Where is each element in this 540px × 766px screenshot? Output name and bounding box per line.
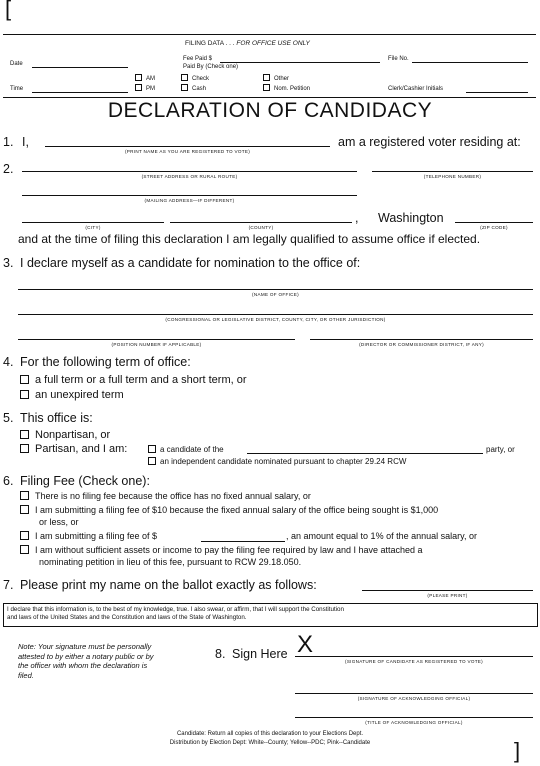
position-number-caption: (POSITION NUMBER IF APPLICABLE) [111,342,202,347]
party-suffix: party, or [486,445,515,454]
county-field[interactable] [170,222,352,223]
city-field[interactable] [22,222,164,223]
zip-code-caption: (ZIP CODE) [480,225,508,230]
pm-option[interactable]: PM [135,84,155,92]
am-option[interactable]: AM [135,74,155,82]
signature-note [18,642,154,680]
telephone-caption: (TELEPHONE NUMBER) [423,174,482,179]
full-term-checkbox[interactable] [20,375,29,384]
footer-return-instructions: Candidate: Return all copies of this declaration to your Elections Dept. [176,731,364,737]
petition-option[interactable]: I am without sufficient assets or income to pay the filing fee required by law and I have attached a [20,545,423,555]
telephone-field[interactable] [372,171,533,172]
pm-checkbox[interactable] [135,84,142,91]
petition-continued: nominating petition in lieu of this fee, pursuant to RCW 29.18.050. [39,557,302,567]
date-label: Date [10,61,23,67]
section-1-number: 1. [3,135,14,149]
zip-code-field[interactable] [455,222,533,223]
filing-heading: FILING DATA . . . FOR OFFICE USE ONLY [185,40,310,47]
full-term-option[interactable]: a full term or a full term and a short term, or [20,374,247,386]
independent-candidate-checkbox[interactable] [148,457,156,465]
county-caption: (COUNTY) [248,225,274,230]
section-1-lead: I, [22,135,29,149]
director-district-field[interactable] [310,339,533,340]
file-no-label: File No. [388,56,409,62]
section-7-text: Please print my name on the ballot exactly as follows: [20,578,317,592]
party-candidate-option[interactable]: a candidate of the [148,445,224,454]
ballot-name-field[interactable] [362,590,533,591]
unexpired-term-checkbox[interactable] [20,390,29,399]
section-1-tail: am a registered voter residing at: [338,135,521,149]
section-2-number: 2. [3,162,14,176]
official-signature-field[interactable] [295,693,533,694]
time-field[interactable] [32,92,128,93]
other-option[interactable]: Other [263,74,289,82]
file-no-field[interactable] [412,62,528,63]
note-line-4: filed. [18,670,34,680]
nom-petition-checkbox[interactable] [263,84,270,91]
clerk-field[interactable] [466,92,528,93]
cash-checkbox[interactable] [181,84,188,91]
official-title-caption: (TITLE OF ACKNOWLEDGING OFFICIAL) [365,720,463,725]
am-checkbox[interactable] [135,74,142,81]
ballot-name-caption: (PLEASE PRINT) [427,593,468,598]
sign-here-label: Sign Here [232,647,288,661]
note-line-1: Note: Your signature must be personally [18,642,152,651]
percent-fee-suffix: , an amount equal to 1% of the annual salary, or [286,531,477,541]
fee-amount-field[interactable] [201,541,285,542]
candidate-signature-caption: (SIGNATURE OF CANDIDATE AS REGISTERED TO VOTE) [344,659,483,664]
oath-box [3,603,538,627]
section-7-number: 7. [3,578,14,592]
check-checkbox[interactable] [181,74,188,81]
percent-fee-option[interactable]: I am submitting a filing fee of $ [20,531,157,541]
city-caption: (CITY) [85,225,101,230]
ten-dollar-fee-checkbox[interactable] [20,505,29,514]
position-number-field[interactable] [18,339,295,340]
nonpartisan-option[interactable]: Nonpartisan, or [20,429,110,441]
independent-candidate-option[interactable]: an independent candidate nominated pursuant to chapter 29.24 RCW [148,457,406,466]
nom-petition-option[interactable]: Nom. Petition [263,84,310,92]
qualified-statement: and at the time of filing this declaration I am legally qualified to assume office if elected. [18,232,481,246]
no-fee-option[interactable]: There is no filing fee because the office has no fixed annual salary, or [20,491,311,501]
district-caption: (CONGRESSIONAL OR LEGISLATIVE DISTRICT, COUNTY, CITY, OR OTHER JURISDICTION) [165,317,386,322]
section-3-text: I declare myself as a candidate for nomination to the office of: [20,256,361,270]
section-4-number: 4. [3,355,14,369]
comma-separator: , [355,211,359,225]
time-label: Time [10,86,24,92]
section-6-text: Filing Fee (Check one): [20,474,150,488]
party-name-field[interactable] [247,453,483,454]
ten-dollar-fee-option[interactable]: I am submitting a filing fee of $10 because the fixed annual salary of the office being sought is $1,000 [20,505,438,515]
section-6-number: 6. [3,474,14,488]
mailing-address-caption: (MAILING ADDRESS—IF DIFFERENT) [144,198,235,203]
percent-fee-checkbox[interactable] [20,531,29,540]
date-field[interactable] [32,67,128,68]
candidate-signature-field[interactable] [295,656,533,657]
paid-by-label: Paid By (Check one) [183,64,239,70]
state-label: Washington [378,211,444,225]
official-title-field[interactable] [295,717,533,718]
oath-line-1: I declare that this information is, to the best of my knowledge, true. I also swear, or affirm, that I will support the Constitution [7,606,344,613]
partisan-checkbox[interactable] [20,444,29,453]
party-candidate-checkbox[interactable] [148,445,156,453]
street-address-caption: (STREET ADDRESS OR RURAL ROUTE) [141,174,238,179]
district-field[interactable] [18,314,533,315]
director-district-caption: (DIRECTOR OR COMMISSIONER DISTRICT, IF ANY) [359,342,484,347]
check-option[interactable]: Check [181,74,209,82]
nonpartisan-checkbox[interactable] [20,430,29,439]
office-name-caption: (NAME OF OFFICE) [252,292,299,297]
footer-distribution: Distribution by Election Dept: White--County; Yellow--PDC; Pink--Candidate [169,740,371,746]
corner-bracket-bottom-right: ] [514,738,521,763]
section-8-number: 8. [215,647,226,661]
fee-paid-field[interactable] [220,62,380,63]
oath-line-2: and laws of the United States and the Constitution and laws of the State of Washington. [7,614,247,621]
fee-paid-label: Fee Paid $ [183,56,213,62]
office-name-field[interactable] [18,289,533,290]
clerk-label: Clerk/Cashier Initials [388,86,444,92]
street-address-field[interactable] [22,171,357,172]
signature-x-mark: X [297,631,314,658]
section-5-text: This office is: [20,411,93,425]
mailing-address-field[interactable] [22,195,357,196]
section-3-number: 3. [3,256,14,270]
unexpired-term-option[interactable]: an unexpired term [20,389,124,401]
cash-option[interactable]: Cash [181,84,206,92]
note-line-3: the officer with whom the declaration is [18,661,148,670]
note-line-2: attested to by either a notary public or by [18,651,154,661]
section-5-number: 5. [3,411,14,425]
section-4-text: For the following term of office: [20,355,191,369]
no-fee-checkbox[interactable] [20,491,29,500]
page-title: DECLARATION OF CANDIDACY [107,99,433,122]
candidate-name-field[interactable] [45,146,330,147]
other-checkbox[interactable] [263,74,270,81]
ten-dollar-fee-continued: or less, or [39,517,79,527]
corner-bracket-top-left: [ [5,0,12,21]
petition-checkbox[interactable] [20,545,29,554]
partisan-option[interactable]: Partisan, and I am: [20,443,127,455]
official-signature-caption: (SIGNATURE OF ACKNOWLEDGING OFFICIAL) [357,696,471,701]
candidate-name-caption: (PRINT NAME AS YOU ARE REGISTERED TO VOTE) [124,149,251,154]
